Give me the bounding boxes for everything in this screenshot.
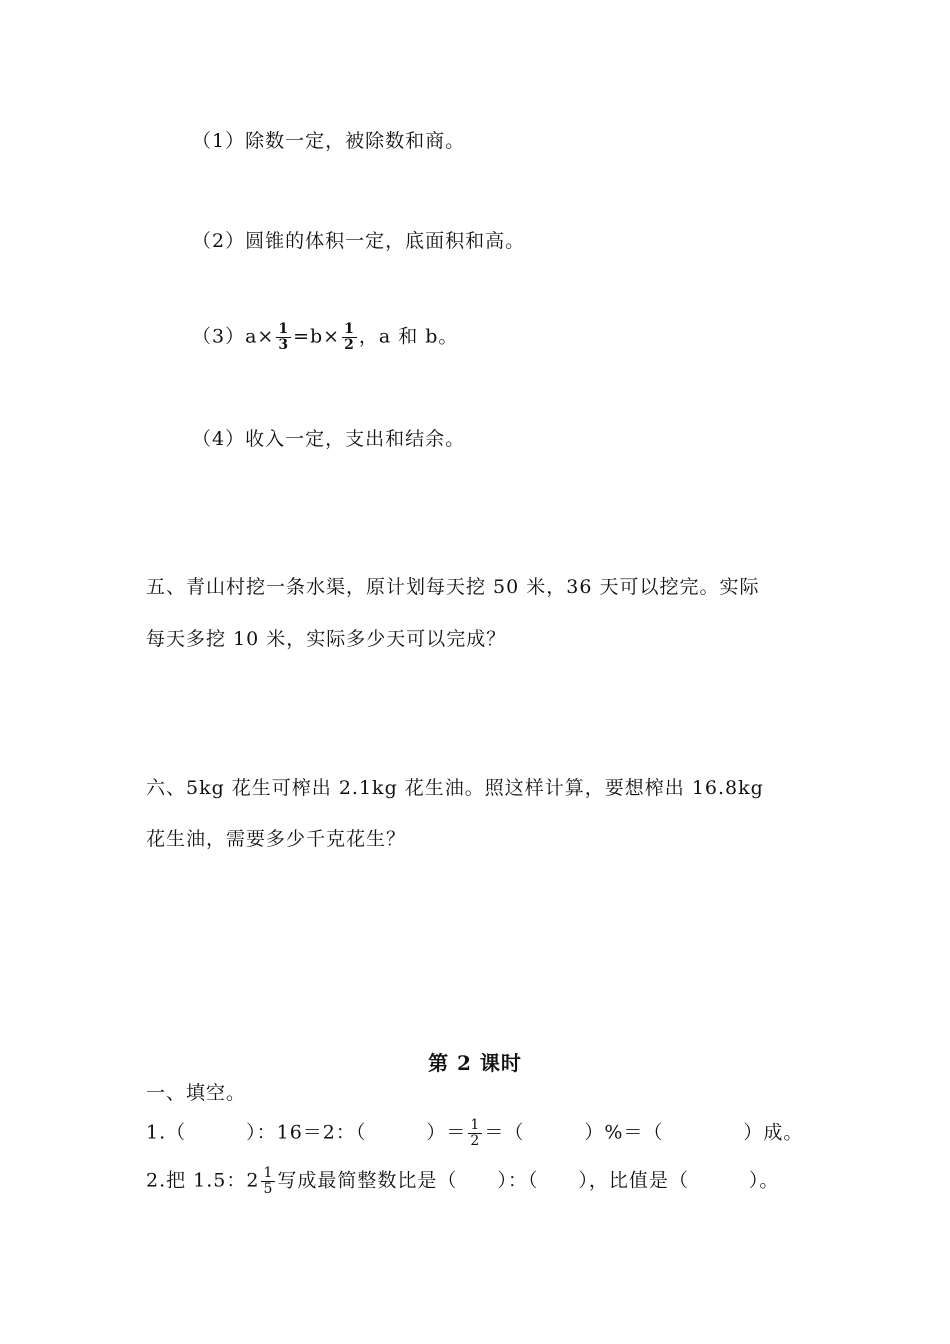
question-5-line-1: 五、青山村挖一条水渠，原计划每天挖 50 米，36 天可以挖完。实际 — [146, 576, 760, 598]
fraction-one-fifth: $\frac{1}{5}$ — [263, 1165, 274, 1197]
item-3-suffix: ，a 和 b。 — [358, 325, 459, 348]
question-5-line-2: 每天多挖 10 米，实际多少天可以完成？ — [146, 628, 507, 650]
item-3 — [192, 322, 458, 353]
item-3-mid: =b× — [293, 325, 341, 348]
item-2: （2）圆锥的体积一定，底面积和高。 — [192, 230, 526, 252]
item-4: （4）收入一定，支出和结余。 — [192, 428, 466, 450]
q2-suffix: 写成最简整数比是（ ）：（ ），比值是（ ）。 — [277, 1169, 780, 1192]
fraction-one-half: $\frac{1}{2}$ — [344, 321, 355, 353]
item-1: （1）除数一定，被除数和商。 — [192, 130, 466, 152]
q1-prefix: 1.（ ）：16＝2：（ ）＝ — [146, 1121, 467, 1144]
lesson-title: 第 2 课时 — [428, 1051, 522, 1075]
question-6-line-1: 六、5kg 花生可榨出 2.1kg 花生油。照这样计算，要想榨出 16.8kg — [146, 777, 764, 799]
fill-question-1 — [146, 1118, 803, 1149]
fraction-one-third: $\frac{1}{3}$ — [278, 321, 290, 353]
q1-suffix: ＝（ ）%＝（ ）成。 — [484, 1121, 804, 1144]
q2-prefix: 2.把 1.5：2 — [146, 1169, 260, 1192]
item-3-prefix: （3）a× — [192, 325, 275, 348]
question-6-line-2: 花生油，需要多少千克花生？ — [146, 828, 407, 850]
fill-in-heading: 一、填空。 — [146, 1082, 247, 1104]
fill-question-2 — [146, 1166, 779, 1197]
fraction-one-half-q1: $\frac{1}{2}$ — [470, 1117, 481, 1149]
